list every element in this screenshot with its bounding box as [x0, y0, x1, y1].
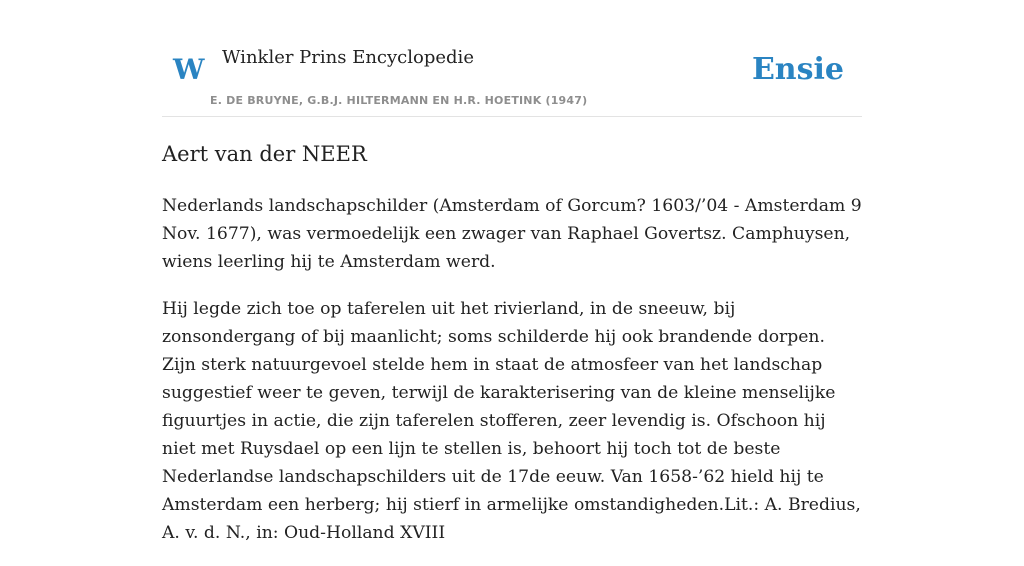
brand-logo[interactable]: Ensie — [751, 52, 844, 87]
article-paragraph: Nederlands landschapschilder (Amsterdam of Gorcum? 1603/’04 - Amsterdam 9 Nov. 1677), was vermoedelijk een zwager van Raphael Govertsz. Camphuysen, wiens leerling hij te Amsterdam werd. — [162, 196, 862, 272]
article-paragraph: Hij legde zich toe op taferelen uit het rivierland, in de sneeuw, bij zonsondergang of bij maanlicht; soms schilderde hij ook brandende dorpen. Zijn sterk natuurgevoel stelde hem in staat de atmosfeer van het landschap suggestief weer te geven, terwijl de karakterisering van de kleine menselijke figuurtjes in actie, die zijn taferelen stofferen, zeer levendig is. Ofschoon hij niet met Ruysdael op een lijn te stellen is, behoort hij toch tot de beste Nederlandse landschapschilders uit de 17de eeuw. Van 1658-’62 hield hij te Amsterdam een herberg; hij stierf in armelijke omstandigheden.Lit.: A. Bredius, A. v. d. N., in: Oud-Holland XVIII — [162, 299, 861, 543]
source-logo-icon[interactable]: W — [173, 53, 205, 86]
source-title[interactable]: Winkler Prins Encyclopedie — [222, 47, 474, 68]
article-title: Aert van der NEER — [162, 142, 367, 166]
article-body — [162, 192, 862, 566]
source-authors: E. DE BRUYNE, G.B.J. HILTERMANN EN H.R. HOETINK (1947) — [210, 94, 588, 107]
header — [162, 36, 862, 117]
